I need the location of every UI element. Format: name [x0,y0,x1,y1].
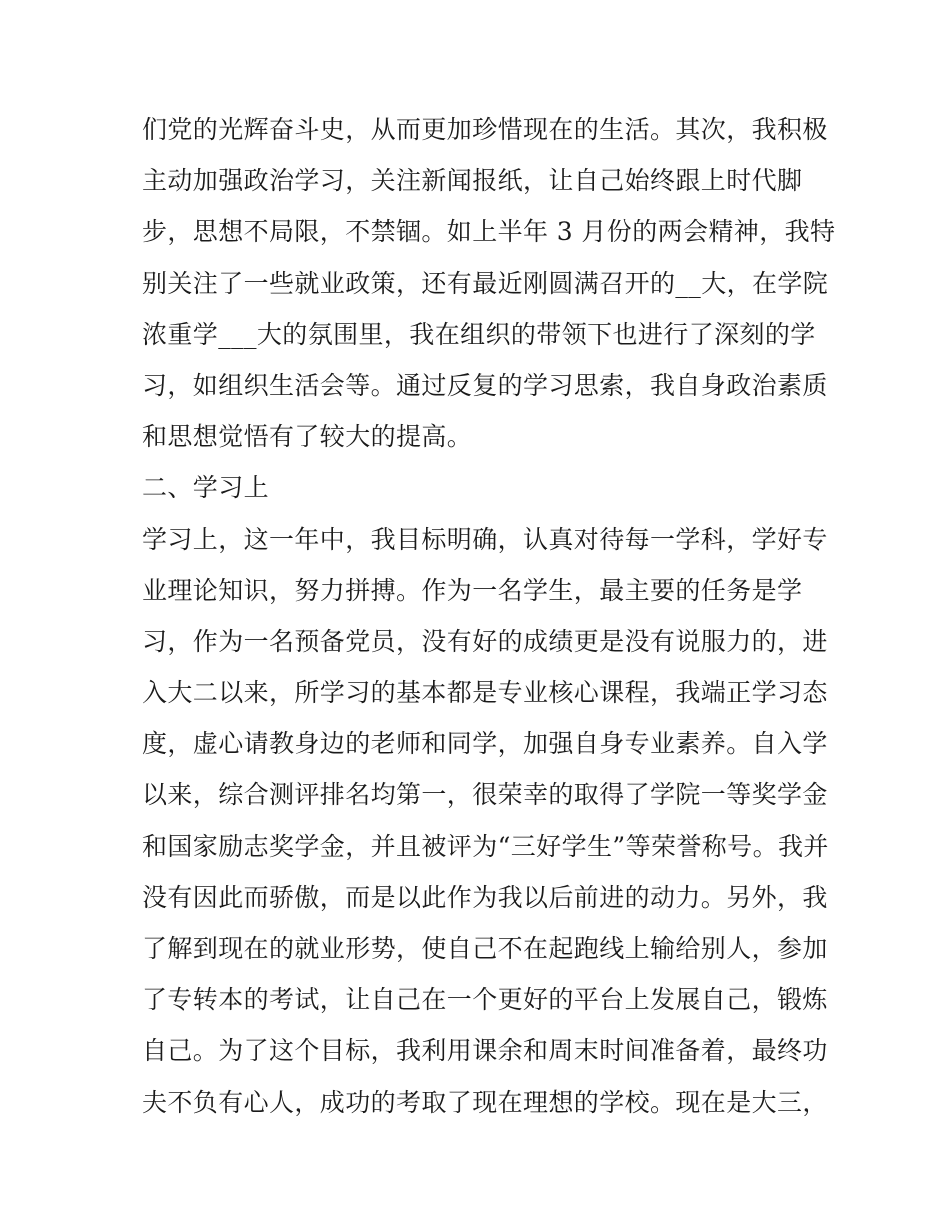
text-line: 夫不负有心人，成功的考取了现在理想的学校。现在是大三， [142,1087,828,1117]
text-line: 步，思想不局限，不禁锢。如上半年 3 月份的两会精神，我特 [142,217,836,247]
text-line: 没有因此而骄傲，而是以此作为我以后前进的动力。另外，我 [142,882,828,912]
text-line: 入大二以来，所学习的基本都是专业核心课程，我端正学习态 [142,678,828,708]
body-text [142,104,836,1128]
text-line: 主动加强政治学习，关注新闻报纸，让自己始终跟上时代脚 [142,166,803,196]
text-line: 自己。为了这个目标，我利用课余和周末时间准备着，最终功 [142,1036,828,1066]
text-line: 了专转本的考试，让自己在一个更好的平台上发展自己，锻炼 [142,985,828,1015]
text-line: 业理论知识，努力拼搏。作为一名学生，最主要的任务是学 [142,575,803,605]
text-line: 浓重学___大的氛围里，我在组织的带领下也进行了深刻的学 [142,319,816,349]
text-line: 习，作为一名预备党员，没有好的成绩更是没有说服力的，进 [142,626,828,656]
text-line: 学习上，这一年中，我目标明确，认真对待每一学科，学好专 [142,524,828,554]
section-heading: 二、学习上 [142,473,270,503]
text-line: 和思想觉悟有了较大的提高。 [142,422,473,452]
text-line: 度，虚心请教身边的老师和同学，加强自身专业素养。自入学 [142,729,828,759]
text-line: 习，如组织生活会等。通过反复的学习思索，我自身政治素质 [142,370,828,400]
text-line: 们党的光辉奋斗史，从而更加珍惜现在的生活。其次，我积极 [142,115,828,144]
text-line: 了解到现在的就业形势，使自己不在起跑线上输给别人，参加 [142,934,828,963]
text-line: 以来，综合测评排名均第一，很荣幸的取得了学院一等奖学金 [142,780,828,810]
text-line: 和国家励志奖学金，并且被评为“三好学生”等荣誉称号。我并 [142,831,829,861]
text-line: 别关注了一些就业政策，还有最近刚圆满召开的__大，在学院 [142,268,829,298]
